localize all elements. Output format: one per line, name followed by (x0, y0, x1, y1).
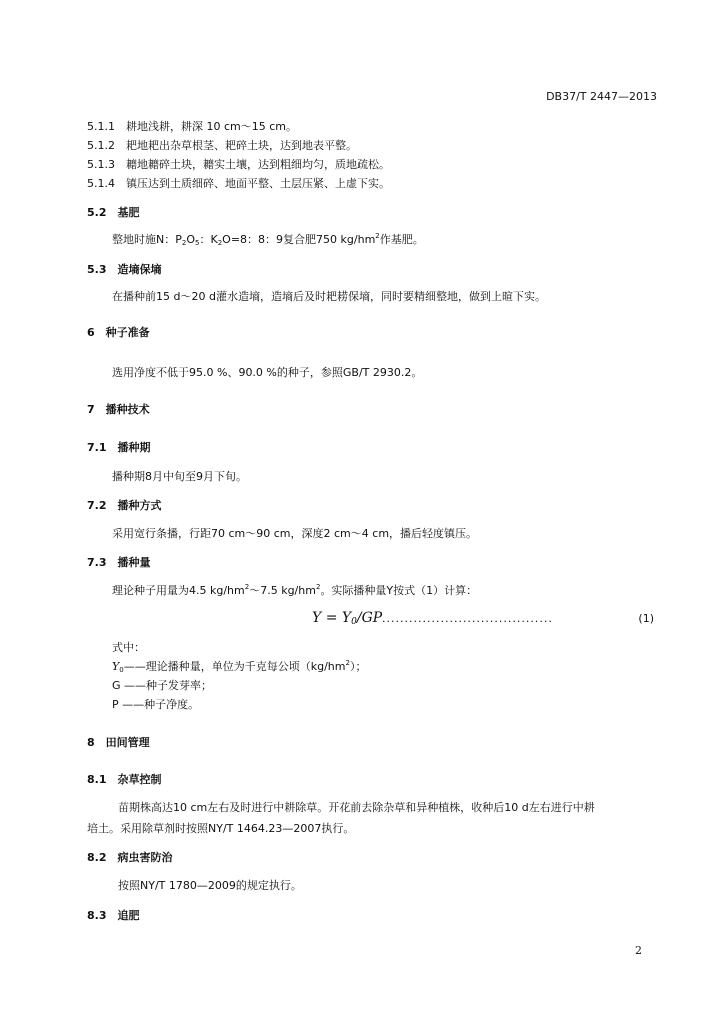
heading-8-1: 8.1 杂草控制 (87, 773, 162, 786)
heading-8: 8 田间管理 (87, 736, 150, 749)
heading-8-3: 8.3 追肥 (87, 909, 140, 922)
where-title: 式中： (112, 641, 145, 654)
equation-number: (1) (638, 612, 654, 625)
heading-5-3: 5.3 造墒保墒 (87, 263, 162, 276)
paragraph-5-2: 整地时施N：P2O5：K2O=8：8：9复合肥750 $kg/hm^2$作基肥。 (112, 232, 424, 247)
where-g: G ——种子发芽率； (112, 679, 213, 692)
clause-5-1-4: 5.1.4 镇压达到土质细碎、地面平整、土层压紧、上虚下实。 (87, 177, 390, 190)
paragraph-7-3: 理论种子用量为4.5 $kg/hm^2\sim 7.5$ $kg/hm^2$。实际播种量Y按式（1）计算： (112, 583, 478, 597)
heading-6: 6 种子准备 (87, 326, 150, 339)
paragraph-8-1-line2: 培土。采用除草剂时按照NY/T 1464.23—2007执行。 (87, 822, 355, 835)
paragraph-7-2: 采用宽行条播，行距70 cm～90 cm，深度2 cm～4 cm，播后轻度镇压。 (112, 527, 478, 540)
where-p: P ——种子净度。 (112, 698, 200, 711)
paragraph-6: 选用净度不低于95.0 %、90.0 %的种子，参照GB/T 2930.2。 (112, 366, 423, 379)
formula-leader-dots: ...................................... (382, 612, 553, 625)
heading-8-2: 8.2 病虫害防治 (87, 851, 173, 864)
paragraph-7-1: 播种期8月中旬至9月下旬。 (112, 470, 247, 483)
paragraph-8-1-line1: 苗期株高达10 cm左右及时进行中耕除草。开花前去除杂草和异种植株，收种后10 d左右进行中耕 (118, 801, 595, 814)
page-number: 2 (635, 944, 642, 957)
where-y0: Y0——理论播种量，单位为千克每公顷$(kg/hm^2)$； (112, 659, 367, 674)
paragraph-8-2: 按照NY/T 1780—2009的规定执行。 (118, 879, 302, 892)
heading-7-2: 7.2 播种方式 (87, 499, 162, 512)
document-id-header: DB37/T 2447—2013 (546, 90, 657, 103)
heading-5-2: 5.2 基肥 (87, 206, 140, 219)
heading-7: 7 播种技术 (87, 403, 150, 416)
clause-5-1-3: 5.1.3 耱地耱碎土块，耱实土壤，达到粗细均匀，质地疏松。 (87, 158, 390, 171)
clause-5-1-2: 5.1.2 耙地耙出杂草根茎、耙碎土块，达到地表平整。 (87, 139, 357, 152)
clause-5-1-1: 5.1.1 耕地浅耕，耕深 10 cm～15 cm。 (87, 120, 297, 133)
formula: Y = Y0/GP (312, 610, 383, 627)
paragraph-5-3: 在播种前15 d～20 d灌水造墒，造墒后及时耙耢保墒，同时要精细整地，做到上暄下实。 (112, 290, 546, 303)
heading-7-3: 7.3 播种量 (87, 556, 151, 569)
heading-7-1: 7.1 播种期 (87, 441, 151, 454)
